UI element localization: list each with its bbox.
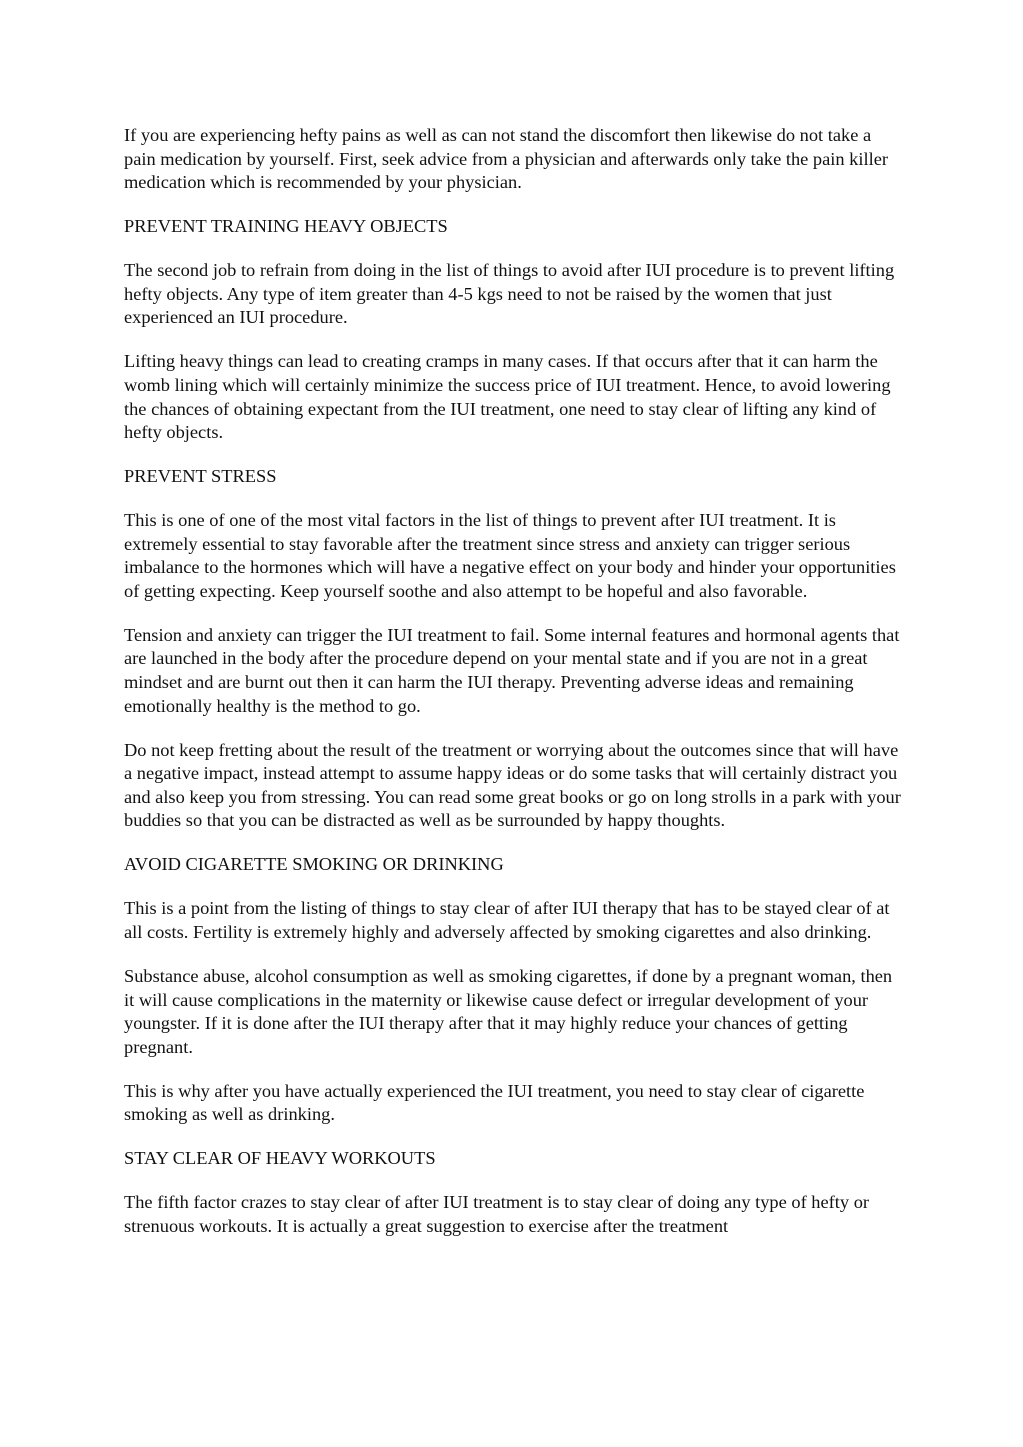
paragraph-fretting: Do not keep fretting about the result of the treatment or worrying about the outcomes since that will have a negative impact, instead attempt to assume happy ideas or do some tasks that will certainly distract you and also keep you from stressing. You can read some great books or go on long strolls in a park with your buddies so that you can be distracted as well as be surrounded by happy thoughts. — [124, 739, 901, 831]
document-page — [124, 124, 904, 1259]
heading-heavy-workouts: STAY CLEAR OF HEAVY WORKOUTS — [124, 1148, 436, 1169]
paragraph-fifth-factor: The fifth factor crazes to stay clear of after IUI treatment is to stay clear of doing any type of hefty or strenuous workouts. It is actually a great suggestion to exercise after the treatment — [124, 1192, 870, 1236]
paragraph-lifting-cramps: Lifting heavy things can lead to creating cramps in many cases. If that occurs after that it can harm the womb lining which will certainly minimize the success price of IUI treatment. Hence, to avoid lowering the chances of obtaining expectant from the IUI treatment, one need to stay clear of lifting any kind of hefty objects. — [124, 351, 891, 443]
heading-prevent-heavy-objects: PREVENT TRAINING HEAVY OBJECTS — [124, 216, 448, 237]
heading-prevent-stress: PREVENT STRESS — [124, 466, 277, 487]
paragraph-stay-clear-smoking: This is why after you have actually experienced the IUI treatment, you need to stay clear of cigarette smoking as well as drinking. — [124, 1080, 865, 1125]
heading-avoid-smoking-drinking: AVOID CIGARETTE SMOKING OR DRINKING — [124, 854, 504, 875]
paragraph-substance-abuse: Substance abuse, alcohol consumption as well as smoking cigarettes, if done by a pregnant woman, then it will cause complications in the maternity or likewise cause defect or irregular development of your youngster. If it is done after the IUI therapy after that it may highly reduce your chances of getting pregnant. — [124, 965, 893, 1057]
paragraph-tension-anxiety: Tension and anxiety can trigger the IUI treatment to fail. Some internal features and hormonal agents that are launched in the body after the procedure depend on your mental state and if you are not in a great mindset and are burnt out then it can harm the IUI therapy. Preventing adverse ideas and remaining emotionally healthy is the method to go. — [124, 624, 900, 716]
paragraph-pain-medication: If you are experiencing hefty pains as well as can not stand the discomfort then likewise do not take a pain medication by yourself. First, seek advice from a physician and afterwards only take the pain killer medication which is recommended by your physician. — [124, 125, 888, 193]
paragraph-stress-factor: This is one of one of the most vital factors in the list of things to prevent after IUI treatment. It is extremely essential to stay favorable after the treatment since stress and anxiety can trigger serious imbalance to the hormones which will have a negative effect on your body and hinder your opportunities of getting expecting. Keep yourself soothe and also attempt to be hopeful and also favorable. — [124, 510, 896, 601]
paragraph-lifting-objects: The second job to refrain from doing in the list of things to avoid after IUI procedure is to prevent lifting hefty objects. Any type of item greater than 4-5 kgs need to not be raised by the women that just experienced an IUI procedure. — [124, 260, 895, 328]
paragraph-smoking-point: This is a point from the listing of things to stay clear of after IUI therapy that has to be stayed clear of at all costs. Fertility is extremely highly and adversely affected by smoking cigarettes and also drinking. — [124, 898, 890, 942]
